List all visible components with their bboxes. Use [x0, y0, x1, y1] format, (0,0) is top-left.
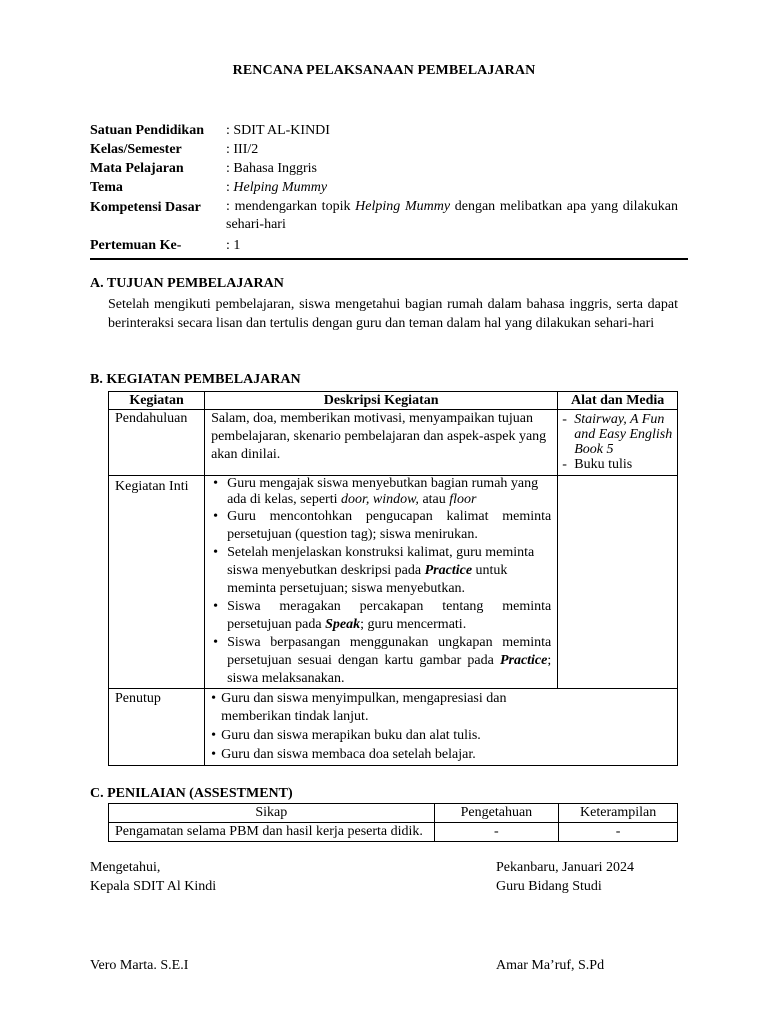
- row-pendahuluan: [109, 410, 678, 476]
- kd-italic: Helping Mummy: [355, 199, 451, 214]
- media-item-book: - Stairway, A Fun and Easy English Book 5: [562, 412, 677, 457]
- inti-bullet-4: • Siswa meragakan percakapan tentang meminta persetujuan pada Speak; guru mencermati.: [213, 599, 552, 632]
- row-penutup: [109, 689, 678, 766]
- inti-b1-word2: floor: [449, 492, 477, 507]
- signature-right-line1: Pekanbaru, Januari 2024: [496, 860, 635, 875]
- inti-b5-emph: Practice: [499, 653, 548, 668]
- value-tema: [226, 178, 678, 197]
- tema-italic: Helping Mummy: [233, 180, 328, 195]
- label-pendahuluan: Pendahuluan: [109, 410, 205, 476]
- identity-row-satuan: [90, 121, 678, 140]
- signature-left-name: Vero Marta. S.E.I: [90, 958, 189, 973]
- cell-sikap: Pengamatan selama PBM dan hasil kerja peserta didik.: [109, 823, 435, 842]
- identity-block: [90, 121, 678, 255]
- inti-b1-pre: Guru mengajak siswa menyebutkan bagian rumah yang ada di kelas, seperti: [227, 476, 539, 507]
- header-kegiatan: Kegiatan: [109, 392, 205, 410]
- cell-keterampilan: -: [559, 823, 678, 842]
- signature-right-name: Amar Ma’ruf, S.Pd: [496, 958, 605, 973]
- header-alat-media: Alat dan Media: [558, 392, 678, 410]
- inti-b3-pre: Setelah menjelaskan konstruksi kalimat, guru meminta siswa menyebutkan deskripsi pada: [227, 545, 535, 578]
- media-pendahuluan: [558, 410, 678, 476]
- value-kd: [226, 198, 678, 234]
- signature-left-line2: Kepala SDIT Al Kindi: [90, 879, 217, 894]
- inti-bullet-1: • Guru mengajak siswa menyebutkan bagian rumah yang ada di kelas, seperti door, window, atau floor: [213, 476, 539, 507]
- divider-rule: [90, 258, 688, 260]
- identity-row-kelas: [90, 140, 678, 159]
- penutup-b3-text: Guru dan siswa membaca doa setelah belajar.: [221, 747, 476, 762]
- kegiatan-table: [108, 391, 678, 766]
- header-keterampilan: Keterampilan: [559, 804, 678, 823]
- inti-b4-pre: Siswa meragakan percakapan tentang meminta persetujuan pada: [227, 599, 552, 632]
- value-mapel: : Bahasa Inggris: [226, 161, 317, 176]
- inti-b3-emph: Practice: [424, 563, 473, 578]
- media-kegiatan-inti: [558, 476, 678, 689]
- inti-bullet-2: • Guru mencontohkan pengucapan kalimat meminta persetujuan (question tag); siswa menirukan.: [213, 509, 552, 542]
- label-tema: Tema: [90, 180, 123, 195]
- label-kegiatan-inti: Kegiatan Inti: [109, 476, 205, 689]
- inti-b4-emph: Speak: [325, 617, 361, 632]
- kd-post: dengan melibatkan apa yang dilakukan sehari-hari: [226, 199, 679, 232]
- inti-b3-post: untuk meminta persetujuan; siswa menyebutkan.: [227, 563, 508, 596]
- label-penutup: Penutup: [109, 689, 205, 766]
- signature-left-block: [90, 858, 216, 896]
- inti-b2-text: Guru mencontohkan pengucapan kalimat meminta persetujuan (question tag); siswa menirukan.: [227, 509, 552, 542]
- row-kegiatan-inti: [109, 476, 678, 689]
- signature-right-block: [496, 858, 634, 896]
- header-sikap: Sikap: [109, 804, 435, 823]
- label-kelas: Kelas/Semester: [90, 142, 182, 157]
- inti-bullet-5: • Siswa berpasangan menggunakan ungkapan meminta persetujuan sesuai dengan kartu gambar pada Practice; siswa melaksanakan.: [213, 635, 552, 686]
- penutup-bullet-2: • Guru dan siswa merapikan buku dan alat tulis.: [211, 726, 671, 745]
- media-buku-tulis: Buku tulis: [574, 457, 633, 472]
- label-mapel: Mata Pelajaran: [90, 161, 184, 176]
- penutup-bullet-3: • Guru dan siswa membaca doa setelah belajar.: [211, 745, 671, 764]
- inti-b5-post: ; siswa melaksanakan.: [227, 653, 552, 686]
- tema-prefix: :: [226, 180, 234, 195]
- value-satuan: : SDIT AL-KINDI: [226, 123, 330, 138]
- penutup-b1-text: Guru dan siswa menyimpulkan, mengapresiasi dan memberikan tindak lanjut.: [221, 691, 507, 724]
- identity-row-pertemuan: [90, 236, 678, 255]
- inti-bullet-3: • Setelah menjelaskan konstruksi kalimat, guru meminta siswa menyebutkan deskripsi pada Practice untuk meminta persetujuan; siswa menyebutkan.: [213, 545, 535, 596]
- media-item-buku-tulis: - Buku tulis: [562, 457, 633, 472]
- section-b-heading: B. KEGIATAN PEMBELAJARAN: [90, 372, 301, 387]
- signature-left-line1: Mengetahui,: [90, 860, 161, 875]
- desc-penutup: [205, 689, 678, 766]
- penutup-b2-text: Guru dan siswa merapikan buku dan alat tulis.: [221, 728, 481, 743]
- media-book-title: Stairway, A Fun and Easy English Book 5: [574, 412, 673, 457]
- identity-row-tema: [90, 178, 678, 197]
- cell-pengetahuan: -: [434, 823, 559, 842]
- page-title: RENCANA PELAKSANAAN PEMBELAJARAN: [232, 63, 536, 78]
- kegiatan-header-row: [109, 392, 678, 410]
- inti-b1-word1: door, window,: [341, 492, 419, 507]
- label-pertemuan: Pertemuan Ke-: [90, 238, 182, 253]
- value-kelas: : III/2: [226, 142, 259, 157]
- inti-b1-mid: atau: [418, 492, 450, 507]
- kd-pre: : mendengarkan topik: [226, 199, 356, 214]
- penutup-bullet-1: • Guru dan siswa menyimpulkan, mengapresiasi dan memberikan tindak lanjut.: [211, 690, 671, 726]
- signature-right-line2: Guru Bidang Studi: [496, 879, 602, 894]
- media-list: [562, 410, 677, 472]
- label-kd: Kompetensi Dasar: [90, 200, 201, 215]
- section-a-text: Setelah mengikuti pembelajaran, siswa mengetahui bagian rumah dalam bahasa inggris, serta dapat berinteraksi secara lisan dan tertulis dengan guru dan teman dalam hal yang dilakukan sehari-hari: [108, 297, 678, 331]
- desc-kegiatan-inti: [205, 476, 558, 689]
- penilaian-header-row: [109, 804, 678, 823]
- penilaian-row: [109, 823, 678, 842]
- inti-b5-pre: Siswa berpasangan menggunakan ungkapan meminta persetujuan sesuai dengan kartu gambar pada: [227, 635, 552, 668]
- identity-row-kd: [90, 198, 678, 234]
- inti-b4-post: ; guru mencermati.: [360, 617, 467, 632]
- header-deskripsi: Deskripsi Kegiatan: [205, 392, 558, 410]
- section-a-heading: A. TUJUAN PEMBELAJARAN: [90, 276, 284, 291]
- desc-pendahuluan: Salam, doa, memberikan motivasi, menyampaikan tujuan pembelajaran, skenario pembelajaran dan aspek-aspek yang akan dinilai.: [205, 410, 558, 476]
- penilaian-table: [108, 803, 678, 842]
- identity-row-mapel: [90, 159, 678, 178]
- header-pengetahuan: Pengetahuan: [434, 804, 559, 823]
- label-satuan: Satuan Pendidikan: [90, 123, 204, 138]
- value-pertemuan: : 1: [226, 238, 241, 253]
- section-c-heading: C. PENILAIAN (ASSESTMENT): [90, 786, 293, 801]
